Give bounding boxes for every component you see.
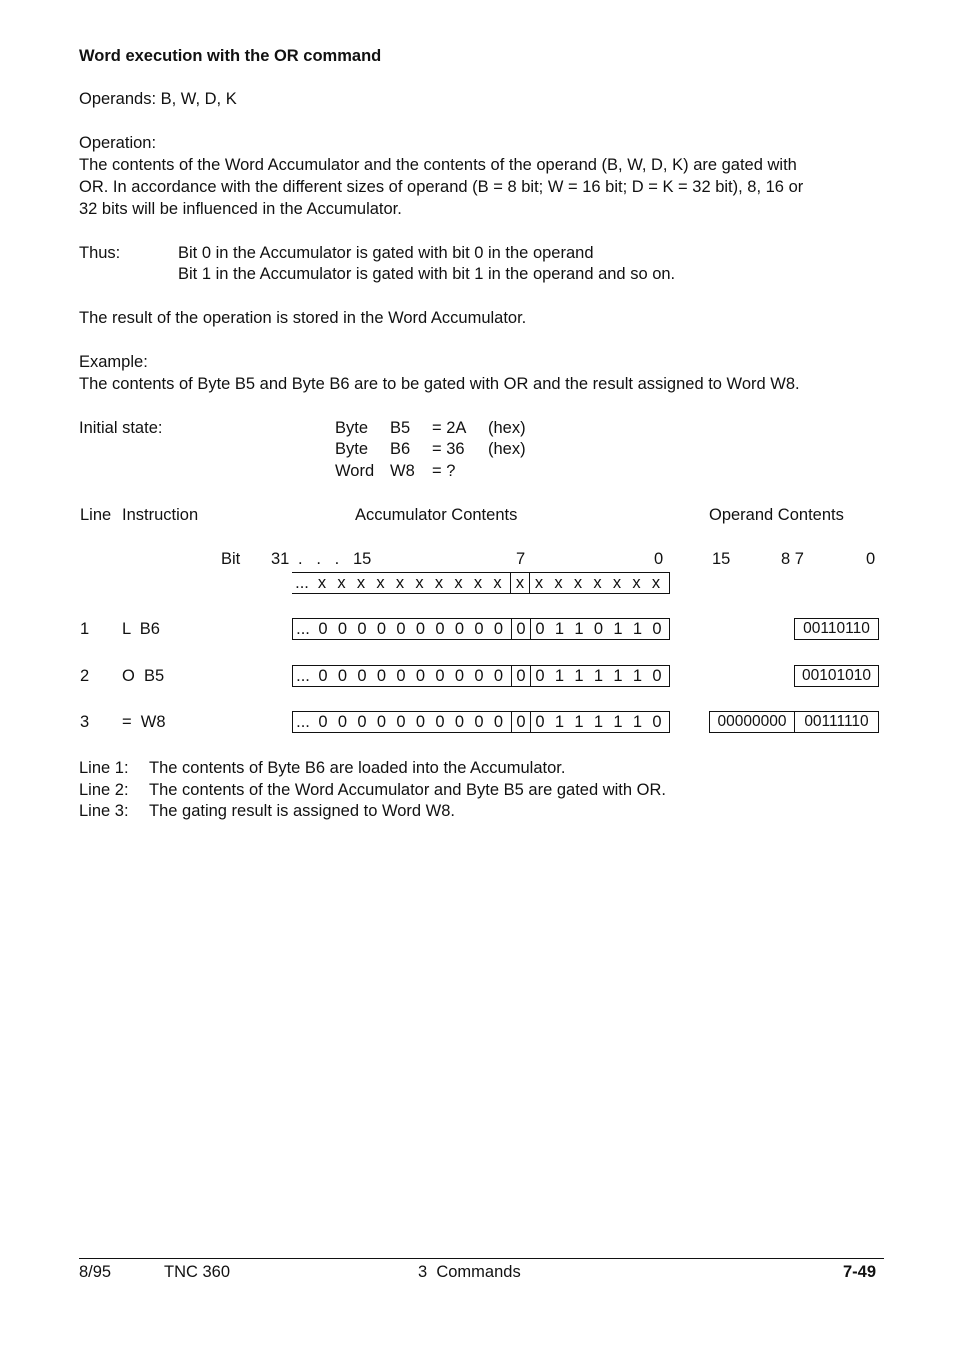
- header-line: Line: [80, 506, 112, 524]
- register-bit-cell: 1: [554, 620, 565, 638]
- footer-section: 3 Commands: [418, 1263, 521, 1281]
- initial-state-label: Initial state:: [79, 419, 163, 437]
- register-bit-cell: 0: [396, 713, 406, 731]
- register-bit-cell: 0: [535, 667, 545, 685]
- register-bit-cell: 0: [454, 620, 465, 638]
- row-instruction: L B6: [122, 620, 160, 638]
- register-bit-cell: x: [573, 574, 583, 592]
- register-bit-cell: 1: [593, 667, 604, 685]
- register-ellipsis: ...: [296, 620, 310, 638]
- register-ellipsis: ...: [296, 667, 310, 685]
- register-bit-cell: 1: [554, 713, 565, 731]
- thus-label: Thus:: [79, 244, 121, 262]
- bit-31: 31: [271, 550, 290, 568]
- register-bit-cell: 0: [415, 620, 426, 638]
- thus-line: Bit 0 in the Accumulator is gated with bit 0 in the operand: [178, 244, 594, 262]
- register-bit-cell: 0: [593, 620, 604, 638]
- thus-line: Bit 1 in the Accumulator is gated with bit 1 in the operand and so on.: [178, 265, 676, 283]
- register-bit-cell: 1: [632, 620, 643, 638]
- register-bit-cell: 0: [454, 667, 465, 685]
- note-text: The gating result is assigned to Word W8.: [149, 802, 456, 820]
- header-accumulator: Accumulator Contents: [355, 506, 518, 524]
- footer-page-number: 7-49: [843, 1263, 877, 1281]
- note-label: Line 1:: [79, 759, 129, 777]
- register-bit-cell: 0: [396, 620, 406, 638]
- register-bit-cell: 0: [318, 667, 328, 685]
- operand-low-byte: 00101010: [794, 665, 879, 687]
- state-type: Byte: [335, 419, 369, 437]
- register-bit-cell: 1: [574, 620, 584, 638]
- state-value: = ?: [432, 462, 456, 480]
- register-bit-cell: 0: [652, 667, 662, 685]
- operands-text: Operands: B, W, D, K: [79, 90, 237, 108]
- register-bit-cell: 0: [435, 667, 445, 685]
- example-text: The contents of Byte B5 and Byte B6 are to be gated with OR and the result assigned to Word W8.: [79, 375, 800, 393]
- register-bit-cell: 1: [613, 667, 623, 685]
- footer-date: 8/95: [79, 1263, 112, 1281]
- register-bit-cell: 1: [554, 667, 565, 685]
- register-bit-cell: 0: [652, 620, 662, 638]
- accumulator-register-template: [292, 572, 670, 594]
- accumulator-register-row: [292, 665, 670, 687]
- register-bit-cell: 0: [493, 713, 504, 731]
- note-label: Line 2:: [79, 781, 129, 799]
- register-bit-cell: x: [415, 574, 424, 592]
- register-ellipsis: ...: [295, 574, 309, 592]
- row-instruction: = W8: [122, 713, 166, 731]
- operand-bit-0: 0: [866, 550, 876, 568]
- state-name: B5: [390, 419, 411, 437]
- register-bit-cell: 0: [318, 713, 328, 731]
- register-bit-cell: 1: [574, 667, 584, 685]
- note-text: The contents of Byte B6 are loaded into the Accumulator.: [149, 759, 566, 777]
- register-bit-7-cell: x: [515, 574, 525, 592]
- operand-low-byte: 00110110: [794, 618, 879, 640]
- operand-bit-15: 15: [712, 550, 731, 568]
- state-name: B6: [390, 440, 411, 458]
- note-text: The contents of the Word Accumulator and Byte B5 are gated with OR.: [149, 781, 666, 799]
- register-bit-cell: 0: [435, 620, 445, 638]
- register-bit-cell: 0: [318, 620, 328, 638]
- footer-product: TNC 360: [164, 1263, 231, 1281]
- register-bit-cell: 1: [574, 713, 584, 731]
- register-bit-cell: x: [395, 574, 405, 592]
- register-bit-cell: x: [612, 574, 622, 592]
- register-bit-cell: 0: [376, 620, 387, 638]
- register-bit-cell: x: [434, 574, 444, 592]
- register-bit-cell: 0: [474, 620, 484, 638]
- register-bit-cell: 0: [493, 620, 504, 638]
- register-bit-cell: 1: [632, 667, 643, 685]
- register-bit-cell: x: [493, 574, 502, 592]
- state-type: Byte: [335, 440, 369, 458]
- register-bit-cell: 0: [357, 713, 367, 731]
- operand-high-byte: 00000000: [709, 711, 795, 733]
- state-name: W8: [390, 462, 415, 480]
- register-bit-cell: x: [593, 574, 602, 592]
- bit-dots: . . .: [298, 550, 340, 568]
- operation-line: The contents of the Word Accumulator and the contents of the operand (B, W, D, K) are gated with: [79, 156, 797, 174]
- register-bit-cell: x: [317, 574, 327, 592]
- register-bit-cell: x: [632, 574, 641, 592]
- page-title: Word execution with the OR command: [79, 47, 382, 65]
- register-bit-cell: 0: [337, 713, 348, 731]
- state-type: Word: [335, 462, 375, 480]
- register-bit-cell: x: [376, 574, 385, 592]
- row-line-number: 1: [80, 620, 90, 638]
- operand-low-byte: 00111110: [794, 711, 879, 733]
- register-bit-cell: 0: [535, 713, 545, 731]
- register-bit-cell: 0: [337, 667, 348, 685]
- operation-line: OR. In accordance with the different sizes of operand (B = 8 bit; W = 16 bit; D = K = 32 bit), 8, 16 or: [79, 178, 804, 196]
- register-bit-cell: 0: [376, 667, 387, 685]
- row-line-number: 3: [80, 713, 90, 731]
- register-bit-cell: 0: [454, 713, 465, 731]
- row-line-number: 2: [80, 667, 90, 685]
- register-bit-cell: x: [651, 574, 661, 592]
- bit-label: Bit: [221, 550, 241, 568]
- state-unit: (hex): [488, 440, 526, 458]
- bit-15: 15: [353, 550, 372, 568]
- register-bit-7-cell: 0: [516, 667, 526, 685]
- register-bit-cell: 0: [337, 620, 348, 638]
- result-text: The result of the operation is stored in the Word Accumulator.: [79, 309, 527, 327]
- accumulator-register-row: [292, 618, 670, 640]
- register-bit-cell: 0: [415, 667, 426, 685]
- register-bit-cell: x: [554, 574, 563, 592]
- register-bit-cell: 0: [376, 713, 387, 731]
- register-bit-cell: 0: [493, 667, 504, 685]
- register-bit-cell: 0: [357, 620, 367, 638]
- register-bit-cell: 0: [474, 667, 484, 685]
- register-ellipsis: ...: [296, 713, 310, 731]
- register-bit-7-cell: 0: [516, 713, 526, 731]
- bit-0: 0: [654, 550, 664, 568]
- register-bit-cell: x: [356, 574, 366, 592]
- register-bit-cell: 0: [474, 713, 484, 731]
- register-bit-cell: 0: [535, 620, 545, 638]
- operation-label: Operation:: [79, 134, 157, 152]
- bit-7: 7: [516, 550, 526, 568]
- operand-bit-8-7: 8 7: [781, 550, 804, 568]
- register-bit-cell: 1: [613, 713, 623, 731]
- register-bit-7-cell: 0: [516, 620, 526, 638]
- register-bit-cell: x: [473, 574, 483, 592]
- register-bit-cell: 1: [613, 620, 623, 638]
- header-instruction: Instruction: [122, 506, 199, 524]
- example-label: Example:: [79, 353, 148, 371]
- register-bit-cell: 1: [632, 713, 643, 731]
- register-bit-cell: x: [337, 574, 346, 592]
- state-value: = 2A: [432, 419, 467, 437]
- header-operand: Operand Contents: [709, 506, 844, 524]
- operation-line: 32 bits will be influenced in the Accumulator.: [79, 200, 402, 218]
- register-bit-cell: x: [534, 574, 544, 592]
- register-bit-cell: 0: [396, 667, 406, 685]
- register-bit-cell: 0: [415, 713, 426, 731]
- register-bit-cell: 0: [435, 713, 445, 731]
- row-instruction: O B5: [122, 667, 165, 685]
- register-bit-cell: 1: [593, 713, 604, 731]
- state-unit: (hex): [488, 419, 526, 437]
- state-value: = 36: [432, 440, 465, 458]
- register-bit-cell: 0: [357, 667, 367, 685]
- note-label: Line 3:: [79, 802, 129, 820]
- register-bit-cell: x: [454, 574, 463, 592]
- accumulator-register-row: [292, 711, 670, 733]
- footer-rule: [79, 1258, 884, 1259]
- register-bit-cell: 0: [652, 713, 662, 731]
